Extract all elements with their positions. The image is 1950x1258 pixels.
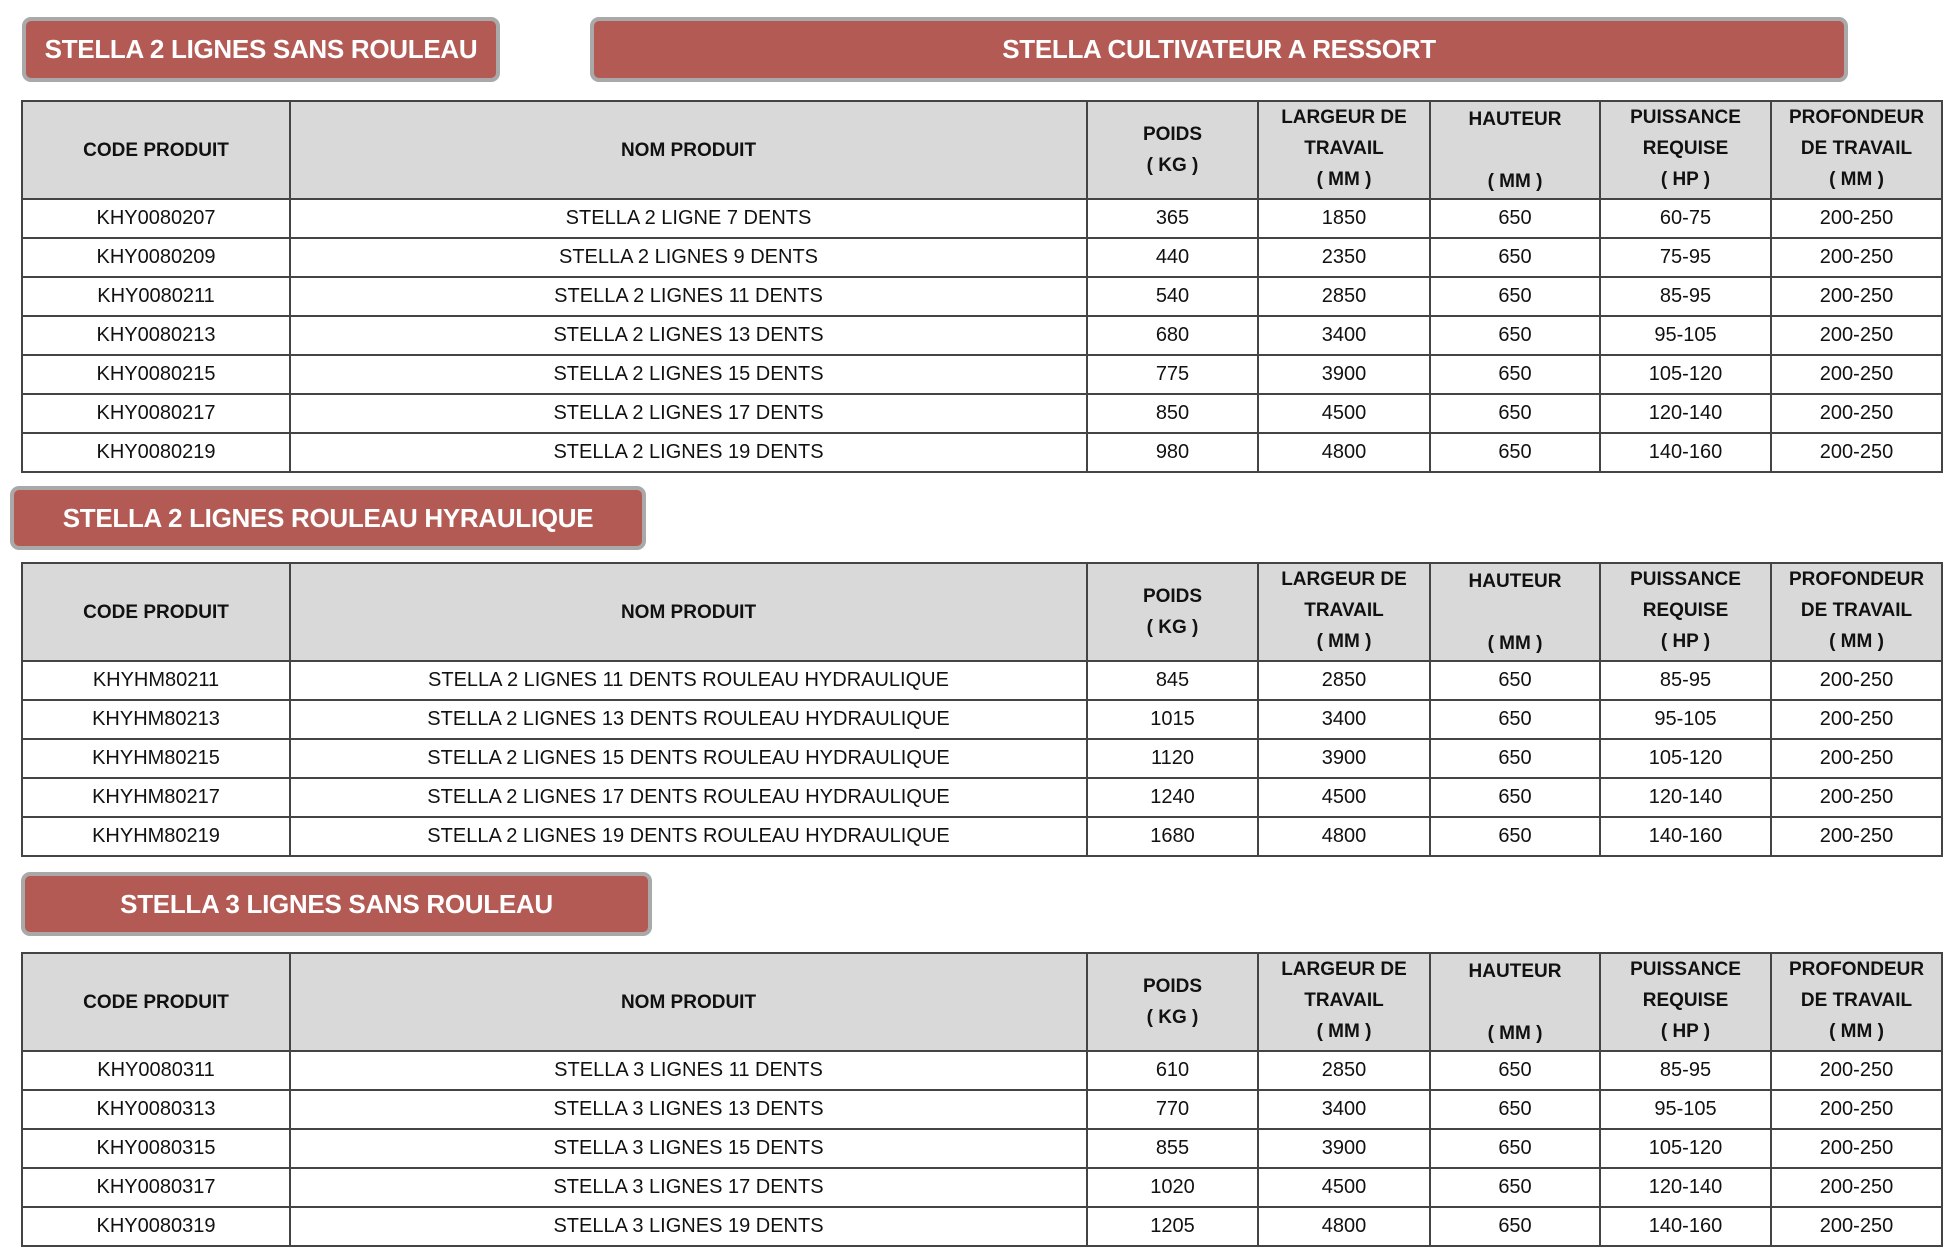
table-cell: 200-250 — [1771, 1168, 1942, 1207]
table-cell: 200-250 — [1771, 277, 1942, 316]
table-cell: 650 — [1430, 1168, 1600, 1207]
table-cell: 775 — [1087, 355, 1258, 394]
table-cell: 2350 — [1258, 238, 1430, 277]
table-cell: 365 — [1087, 199, 1258, 238]
table-cell: KHY0080219 — [22, 433, 290, 472]
table-row — [22, 1168, 1942, 1207]
column-header-nom — [290, 953, 1087, 1051]
header-label: PUISSANCE REQUISE — [1630, 569, 1741, 621]
header-label: PUISSANCE REQUISE — [1630, 107, 1741, 159]
header-label: PUISSANCE REQUISE — [1630, 959, 1741, 1011]
table-cell: 4500 — [1258, 778, 1430, 817]
header-row — [22, 563, 1942, 661]
table-cell: 95-105 — [1600, 700, 1771, 739]
table-row — [22, 277, 1942, 316]
table-cell: 105-120 — [1600, 355, 1771, 394]
header-label: CODE PRODUIT — [83, 601, 229, 623]
table-cell: 3900 — [1258, 355, 1430, 394]
table-cell: 4500 — [1258, 1168, 1430, 1207]
table-cell: 650 — [1430, 238, 1600, 277]
header-unit: ( KG ) — [1146, 155, 1199, 176]
table-row — [22, 1207, 1942, 1246]
table-cell: 1020 — [1087, 1168, 1258, 1207]
column-header-largeur — [1258, 953, 1430, 1051]
header-label: LARGEUR DE TRAVAIL — [1281, 959, 1407, 1011]
column-header-poids — [1087, 953, 1258, 1051]
header-unit: ( MM ) — [1487, 633, 1543, 654]
header-label: CODE PRODUIT — [83, 139, 229, 161]
table-cell: 650 — [1430, 817, 1600, 856]
table-cell: 95-105 — [1600, 316, 1771, 355]
header-unit: ( KG ) — [1146, 1007, 1199, 1028]
header-unit: ( MM ) — [1487, 171, 1543, 192]
table-cell: 850 — [1087, 394, 1258, 433]
table-cell: 3400 — [1258, 700, 1430, 739]
header-label: PROFONDEUR DE TRAVAIL — [1788, 959, 1925, 1011]
table-cell: STELLA 2 LIGNES 17 DENTS ROULEAU HYDRAULIQUE — [290, 778, 1087, 817]
table-cell: STELLA 2 LIGNES 13 DENTS — [290, 316, 1087, 355]
table-cell: 200-250 — [1771, 700, 1942, 739]
table-cell: 120-140 — [1600, 394, 1771, 433]
table-cell: 200-250 — [1771, 778, 1942, 817]
table-row — [22, 700, 1942, 739]
table-cell: 1120 — [1087, 739, 1258, 778]
table-cell: 60-75 — [1600, 199, 1771, 238]
column-header-code — [22, 953, 290, 1051]
table-row — [22, 817, 1942, 856]
table-cell: 200-250 — [1771, 238, 1942, 277]
table-cell: 4800 — [1258, 1207, 1430, 1246]
table-cell: 4800 — [1258, 433, 1430, 472]
header-unit: ( MM ) — [1487, 1023, 1543, 1044]
table-cell: 650 — [1430, 277, 1600, 316]
column-header-puissance — [1600, 953, 1771, 1051]
column-header-poids — [1087, 563, 1258, 661]
table-cell: 120-140 — [1600, 1168, 1771, 1207]
main-title: STELLA CULTIVATEUR A RESSORT — [590, 17, 1848, 82]
header-row — [22, 101, 1942, 199]
table-row — [22, 199, 1942, 238]
column-header-nom — [290, 101, 1087, 199]
header-label: PROFONDEUR DE TRAVAIL — [1788, 569, 1925, 621]
table-cell: 3400 — [1258, 316, 1430, 355]
table-cell: 440 — [1087, 238, 1258, 277]
table-cell: 200-250 — [1771, 1207, 1942, 1246]
table-cell: STELLA 2 LIGNES 17 DENTS — [290, 394, 1087, 433]
table-cell: STELLA 2 LIGNES 19 DENTS ROULEAU HYDRAULIQUE — [290, 817, 1087, 856]
table-cell: 650 — [1430, 700, 1600, 739]
header-unit: ( KG ) — [1146, 617, 1199, 638]
header-label: HAUTEUR — [1468, 571, 1562, 592]
column-header-puissance — [1600, 563, 1771, 661]
table-cell: 85-95 — [1600, 661, 1771, 700]
table-cell: KHY0080317 — [22, 1168, 290, 1207]
table-cell: 85-95 — [1600, 1051, 1771, 1090]
table-cell: STELLA 2 LIGNES 11 DENTS ROULEAU HYDRAULIQUE — [290, 661, 1087, 700]
table-cell: 2850 — [1258, 277, 1430, 316]
table-cell: 650 — [1430, 199, 1600, 238]
table-cell: KHY0080313 — [22, 1090, 290, 1129]
column-header-nom — [290, 563, 1087, 661]
table-cell: KHY0080213 — [22, 316, 290, 355]
table-row — [22, 1129, 1942, 1168]
table-cell: 105-120 — [1600, 1129, 1771, 1168]
table-cell: 650 — [1430, 316, 1600, 355]
column-header-puissance — [1600, 101, 1771, 199]
table-cell: 200-250 — [1771, 1090, 1942, 1129]
table-cell: STELLA 2 LIGNES 11 DENTS — [290, 277, 1087, 316]
table-cell: 1015 — [1087, 700, 1258, 739]
table-cell: 650 — [1430, 739, 1600, 778]
column-header-largeur — [1258, 101, 1430, 199]
table-cell: KHYHM80219 — [22, 817, 290, 856]
column-header-hauteur — [1430, 101, 1600, 199]
header-label: POIDS — [1142, 586, 1203, 607]
table-cell: 650 — [1430, 433, 1600, 472]
table-row — [22, 433, 1942, 472]
header-label: HAUTEUR — [1468, 109, 1562, 130]
table-cell: STELLA 2 LIGNE 7 DENTS — [290, 199, 1087, 238]
table-cell: 200-250 — [1771, 1051, 1942, 1090]
table-row — [22, 661, 1942, 700]
table-cell: 140-160 — [1600, 817, 1771, 856]
table-cell: 980 — [1087, 433, 1258, 472]
header-row — [22, 953, 1942, 1051]
table-row — [22, 739, 1942, 778]
table-cell: 95-105 — [1600, 1090, 1771, 1129]
table-cell: 650 — [1430, 1207, 1600, 1246]
header-unit: ( MM ) — [1829, 631, 1884, 652]
table-cell: STELLA 2 LIGNES 15 DENTS — [290, 355, 1087, 394]
table-cell: 120-140 — [1600, 778, 1771, 817]
table-cell: KHYHM80215 — [22, 739, 290, 778]
table-cell: 610 — [1087, 1051, 1258, 1090]
table-cell: 200-250 — [1771, 355, 1942, 394]
header-unit: ( HP ) — [1660, 1021, 1711, 1042]
table-cell: 650 — [1430, 355, 1600, 394]
table-cell: KHYHM80213 — [22, 700, 290, 739]
section-title-3: STELLA 3 LIGNES SANS ROULEAU — [21, 872, 652, 936]
table-cell: STELLA 3 LIGNES 19 DENTS — [290, 1207, 1087, 1246]
product-table-2 — [21, 562, 1943, 857]
table-cell: KHY0080315 — [22, 1129, 290, 1168]
header-label: HAUTEUR — [1468, 961, 1562, 982]
header-unit: ( HP ) — [1660, 631, 1711, 652]
table-cell: 200-250 — [1771, 1129, 1942, 1168]
product-table-3 — [21, 952, 1943, 1247]
table-row — [22, 1051, 1942, 1090]
table-cell: 650 — [1430, 1051, 1600, 1090]
table-cell: STELLA 2 LIGNES 13 DENTS ROULEAU HYDRAULIQUE — [290, 700, 1087, 739]
table-cell: 2850 — [1258, 661, 1430, 700]
table-cell: 200-250 — [1771, 316, 1942, 355]
header-unit: ( MM ) — [1829, 1021, 1884, 1042]
table-cell: 75-95 — [1600, 238, 1771, 277]
table-cell: 200-250 — [1771, 739, 1942, 778]
table-cell: KHY0080207 — [22, 199, 290, 238]
table-cell: 770 — [1087, 1090, 1258, 1129]
table-cell: STELLA 3 LIGNES 17 DENTS — [290, 1168, 1087, 1207]
table-cell: STELLA 3 LIGNES 11 DENTS — [290, 1051, 1087, 1090]
table-row — [22, 778, 1942, 817]
table-cell: KHYHM80211 — [22, 661, 290, 700]
header-unit: ( HP ) — [1660, 169, 1711, 190]
product-table-1 — [21, 100, 1943, 473]
table-cell: 1240 — [1087, 778, 1258, 817]
table-cell: 200-250 — [1771, 661, 1942, 700]
table-cell: KHYHM80217 — [22, 778, 290, 817]
table-cell: 650 — [1430, 1090, 1600, 1129]
table-cell: 4800 — [1258, 817, 1430, 856]
table-cell: STELLA 2 LIGNES 19 DENTS — [290, 433, 1087, 472]
header-label: PROFONDEUR DE TRAVAIL — [1788, 107, 1925, 159]
table-cell: 650 — [1430, 394, 1600, 433]
column-header-hauteur — [1430, 563, 1600, 661]
table-cell: 2850 — [1258, 1051, 1430, 1090]
column-header-profondeur — [1771, 953, 1942, 1051]
table-cell: KHY0080311 — [22, 1051, 290, 1090]
table-cell: KHY0080217 — [22, 394, 290, 433]
header-label: LARGEUR DE TRAVAIL — [1281, 569, 1407, 621]
table-cell: 1850 — [1258, 199, 1430, 238]
table-cell: 3900 — [1258, 739, 1430, 778]
header-label: LARGEUR DE TRAVAIL — [1281, 107, 1407, 159]
table-cell: 1205 — [1087, 1207, 1258, 1246]
section-title-1: STELLA 2 LIGNES SANS ROULEAU — [22, 17, 500, 82]
column-header-poids — [1087, 101, 1258, 199]
table-cell: 140-160 — [1600, 1207, 1771, 1246]
header-label: NOM PRODUIT — [620, 991, 757, 1013]
table-cell: 1680 — [1087, 817, 1258, 856]
table-cell: 650 — [1430, 1129, 1600, 1168]
table-row — [22, 238, 1942, 277]
column-header-code — [22, 101, 290, 199]
header-unit: ( MM ) — [1829, 169, 1884, 190]
table-cell: 845 — [1087, 661, 1258, 700]
table-cell: 200-250 — [1771, 433, 1942, 472]
table-cell: 85-95 — [1600, 277, 1771, 316]
table-cell: 650 — [1430, 778, 1600, 817]
table-cell: STELLA 2 LIGNES 15 DENTS ROULEAU HYDRAULIQUE — [290, 739, 1087, 778]
column-header-profondeur — [1771, 563, 1942, 661]
header-label: NOM PRODUIT — [620, 139, 757, 161]
header-unit: ( MM ) — [1316, 169, 1372, 190]
header-unit: ( MM ) — [1316, 1021, 1372, 1042]
table-row — [22, 355, 1942, 394]
column-header-code — [22, 563, 290, 661]
table-cell: STELLA 3 LIGNES 13 DENTS — [290, 1090, 1087, 1129]
table-cell: 3900 — [1258, 1129, 1430, 1168]
header-unit: ( MM ) — [1316, 631, 1372, 652]
table-row — [22, 1090, 1942, 1129]
header-label: CODE PRODUIT — [83, 991, 229, 1013]
section-title-2: STELLA 2 LIGNES ROULEAU HYRAULIQUE — [10, 486, 646, 550]
table-cell: 540 — [1087, 277, 1258, 316]
column-header-largeur — [1258, 563, 1430, 661]
table-cell: 680 — [1087, 316, 1258, 355]
table-cell: 105-120 — [1600, 739, 1771, 778]
table-row — [22, 394, 1942, 433]
table-cell: 3400 — [1258, 1090, 1430, 1129]
header-label: POIDS — [1142, 124, 1203, 145]
column-header-hauteur — [1430, 953, 1600, 1051]
table-cell: 200-250 — [1771, 817, 1942, 856]
header-label: NOM PRODUIT — [620, 601, 757, 623]
table-cell: STELLA 2 LIGNES 9 DENTS — [290, 238, 1087, 277]
table-cell: 200-250 — [1771, 199, 1942, 238]
table-cell: KHY0080209 — [22, 238, 290, 277]
table-cell: KHY0080319 — [22, 1207, 290, 1246]
table-cell: STELLA 3 LIGNES 15 DENTS — [290, 1129, 1087, 1168]
table-cell: 855 — [1087, 1129, 1258, 1168]
table-cell: 650 — [1430, 661, 1600, 700]
table-cell: 140-160 — [1600, 433, 1771, 472]
column-header-profondeur — [1771, 101, 1942, 199]
table-cell: KHY0080215 — [22, 355, 290, 394]
table-cell: 4500 — [1258, 394, 1430, 433]
table-cell: 200-250 — [1771, 394, 1942, 433]
table-cell: KHY0080211 — [22, 277, 290, 316]
header-label: POIDS — [1142, 976, 1203, 997]
table-row — [22, 316, 1942, 355]
